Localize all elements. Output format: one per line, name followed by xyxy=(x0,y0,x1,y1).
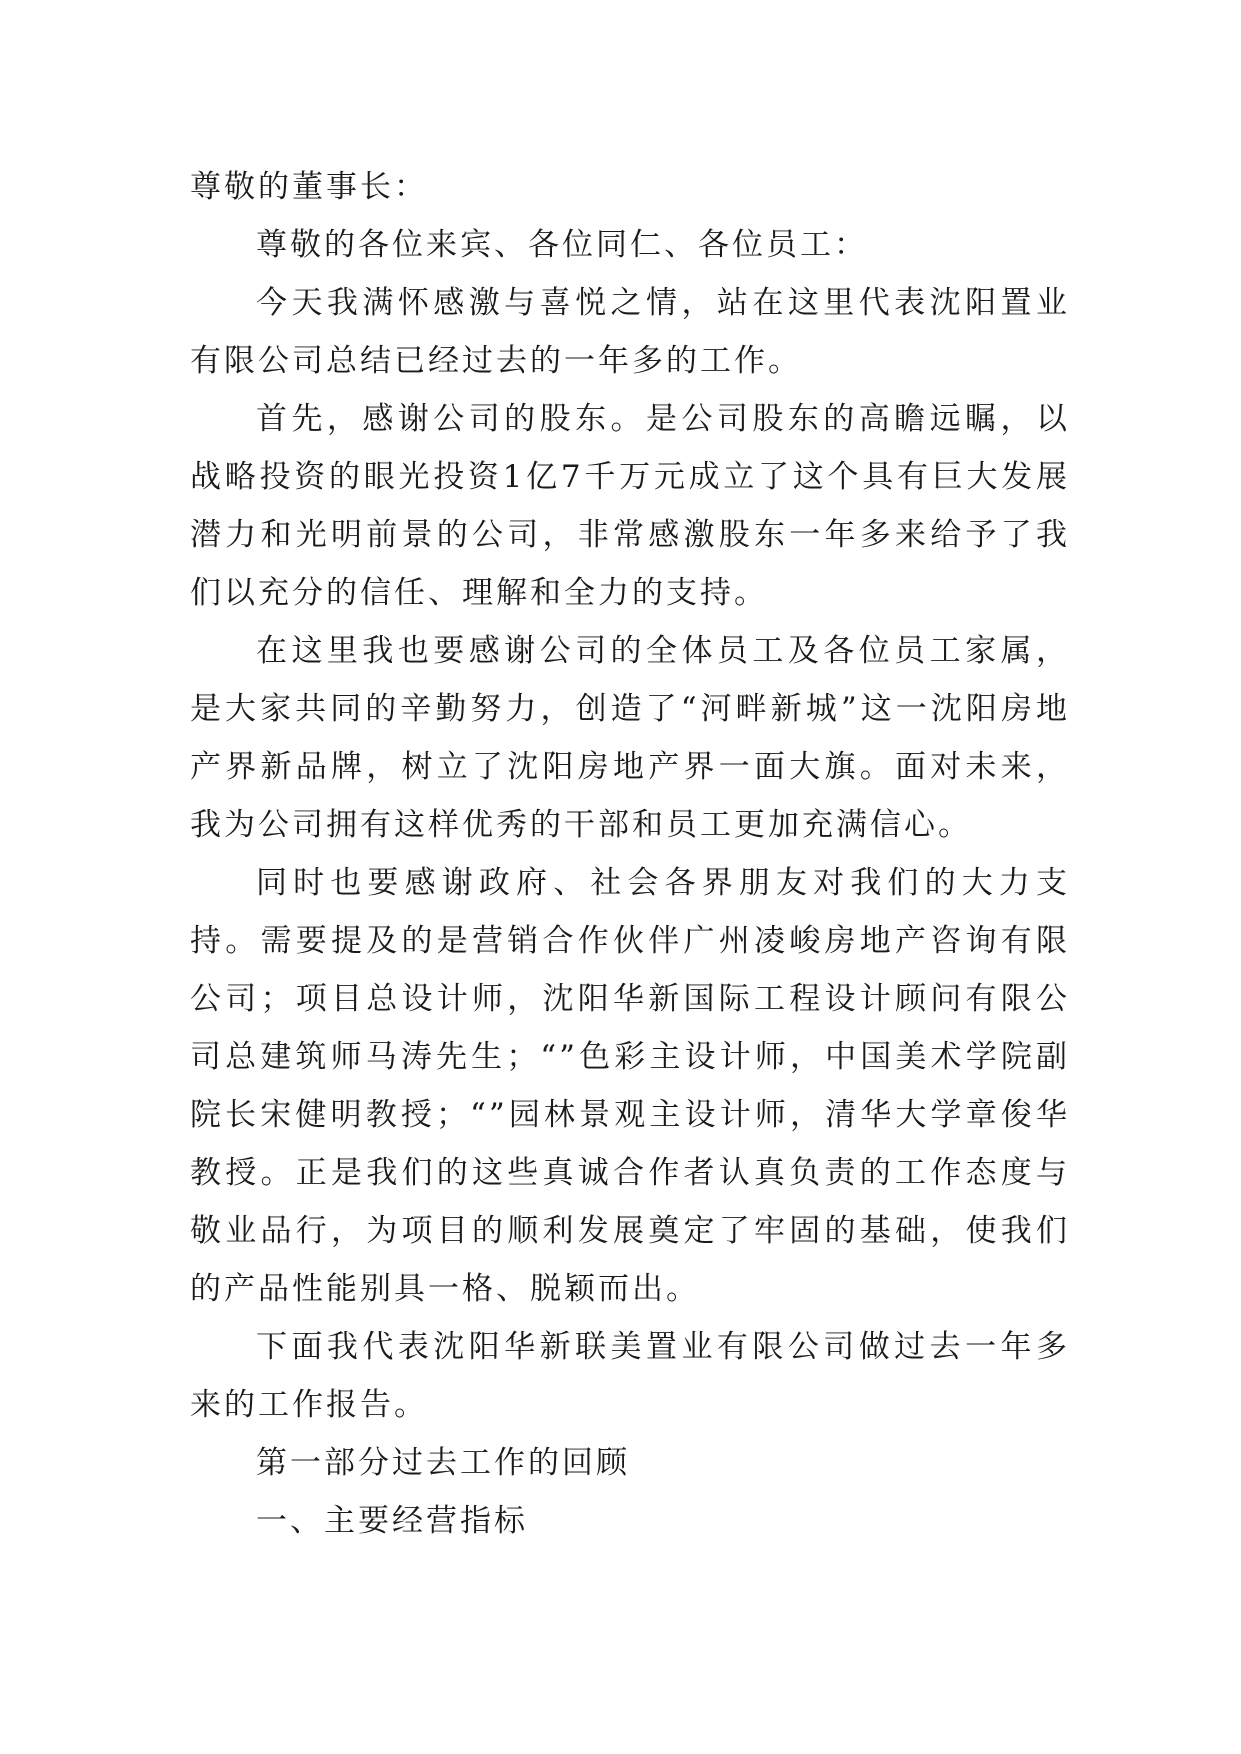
document-body xyxy=(190,158,1070,1550)
paragraph-report-intro: 下面我代表沈阳华新联美置业有限公司做过去一年多来的工作报告。 xyxy=(190,1329,1070,1423)
paragraph-partners: 同时也要感谢政府、社会各界朋友对我们的大力支持。需要提及的是营销合作伙伴广州凌峻房地产咨询有限公司；项目总设计师，沈阳华新国际工程设计顾问有限公司总建筑师马涛先生；“”色彩主设计师，中国美术学院副院长宋健明教授；“”园林景观主设计师，清华大学章俊华教授。正是我们的这些真诚合作者认真负责的工作态度与敬业品行，为项目的顺利发展奠定了牢固的基础，使我们的产品性能别具一格、脱颖而出。 xyxy=(190,865,1070,1307)
section-heading: 第一部分过去工作的回顾 xyxy=(256,1445,630,1481)
paragraph-shareholders: 首先，感谢公司的股东。是公司股东的高瞻远瞩，以战略投资的眼光投资1亿7千万元成立了这个具有巨大发展潜力和光明前景的公司，非常感激股东一年多来给予了我们以充分的信任、理解和全力的支持。 xyxy=(190,401,1070,611)
subsection-heading: 一、主要经营指标 xyxy=(256,1503,528,1539)
salutation: 尊敬的董事长： xyxy=(190,169,428,205)
paragraph-greeting: 尊敬的各位来宾、各位同仁、各位员工： xyxy=(256,227,868,263)
paragraph-intro: 今天我满怀感激与喜悦之情，站在这里代表沈阳置业有限公司总结已经过去的一年多的工作。 xyxy=(190,285,1070,379)
paragraph-employees: 在这里我也要感谢公司的全体员工及各位员工家属，是大家共同的辛勤努力，创造了“河畔新城”这一沈阳房地产界新品牌，树立了沈阳房地产界一面大旗。面对未来，我为公司拥有这样优秀的干部和员工更加充满信心。 xyxy=(190,633,1070,843)
